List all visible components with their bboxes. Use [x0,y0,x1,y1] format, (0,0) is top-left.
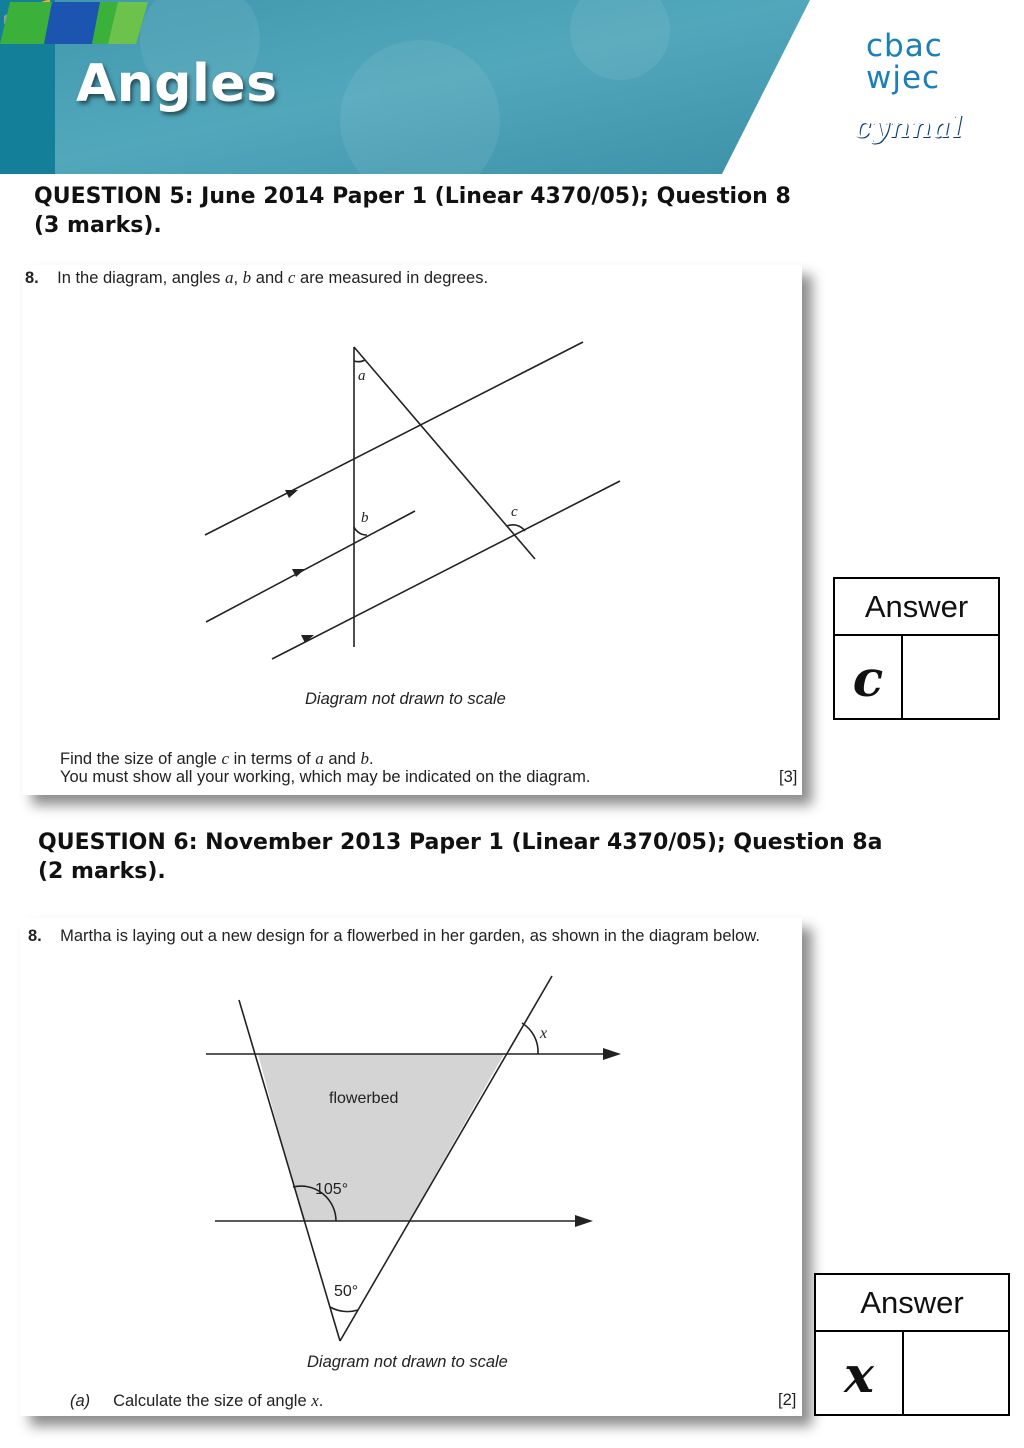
intro-var-a: a [224,268,234,287]
instruction-var-a: a [315,749,324,768]
label-a: a [358,368,366,384]
answer-row [835,636,998,720]
question-5-instruction-2: You must show all your working, which may be indicated on the diagram. [60,768,591,786]
intro-text-start: In the diagram, angles [57,269,221,287]
question-5-number: 8. [25,269,39,287]
answer-row [816,1332,1008,1416]
label-b: b [361,510,369,526]
answer-header: Answer [816,1275,1008,1332]
angle-a-arc [354,360,365,362]
header-banner [0,0,1024,174]
question-5-instruction-1 [60,749,374,769]
answer-header: Answer [835,579,998,636]
question-6-marks: [2] [778,1391,797,1409]
question-5-marks: [3] [779,768,798,786]
instruction-find: Find the size of angle [60,750,217,768]
instruction-var-b: b [360,749,369,768]
instruction-in-terms: in terms of [233,750,311,768]
angle-50-arc [330,1307,358,1312]
label-x: x [540,1025,548,1042]
intro-separator: , [233,269,239,287]
question-5-heading-line2: (3 marks). [34,213,162,238]
transversal-line [354,347,535,559]
instruction-and: and [328,750,356,768]
instruction-period: . [368,750,374,768]
question-6-heading-line2: (2 marks). [38,859,166,884]
logo-cynnal: cynnal [853,110,963,144]
part-period: . [318,1392,324,1410]
label-angle-105: 105° [315,1181,349,1198]
logo-wjec: wjec [866,60,941,96]
answer-input-cell[interactable] [903,636,998,720]
question-5-answer-box [833,577,1000,720]
part-text: Calculate the size of angle [113,1392,307,1410]
question-5-card [22,265,802,795]
instruction-var-c: c [221,749,229,768]
parallel-line-2 [206,511,415,622]
flowerbed-shape [258,1054,504,1221]
label-c: c [511,504,518,520]
answer-input-cell[interactable] [904,1332,1008,1416]
question-6-intro-text: Martha is laying out a new design for a flowerbed in her garden, as shown in the diagram below. [60,927,760,945]
parallel-lines-diagram [22,265,802,795]
question-6-caption: Diagram not drawn to scale [307,1353,508,1371]
label-flowerbed: flowerbed [329,1090,399,1107]
question-6-card [20,918,802,1416]
question-6-heading-line1: QUESTION 6: November 2013 Paper 1 (Linear 4370/05); Question 8a [38,830,883,855]
page-title: Angles [76,54,278,114]
answer-variable: c [835,636,903,720]
angle-b-arc [354,527,367,535]
arrow-middle-line [575,1215,593,1227]
cynnal-logo-background [0,0,150,46]
answer-variable: x [816,1332,904,1416]
logo-cbac: cbac [866,28,943,64]
question-6-heading [38,828,882,886]
question-5-heading-line1: QUESTION 5: June 2014 Paper 1 (Linear 4370/05); Question 8 [34,184,791,209]
question-5-heading [34,182,791,240]
part-label: (a) [70,1392,91,1410]
question-6-number: 8. [28,927,42,945]
question-6-answer-box [814,1273,1010,1416]
angle-x-arc [522,1023,538,1054]
arrow-top-line [603,1048,621,1060]
label-angle-50: 50° [334,1283,359,1300]
flowerbed-diagram [20,918,802,1416]
intro-var-c: c [287,268,296,287]
intro-and: and [255,269,284,287]
parallel-line-1 [205,342,583,535]
question-5-caption: Diagram not drawn to scale [305,690,506,708]
part-var-x: x [311,1391,319,1410]
intro-text-end: are measured in degrees. [300,269,489,287]
question-6-part-a [70,1391,323,1411]
parallel-line-3 [272,481,620,659]
intro-var-b: b [242,268,252,287]
